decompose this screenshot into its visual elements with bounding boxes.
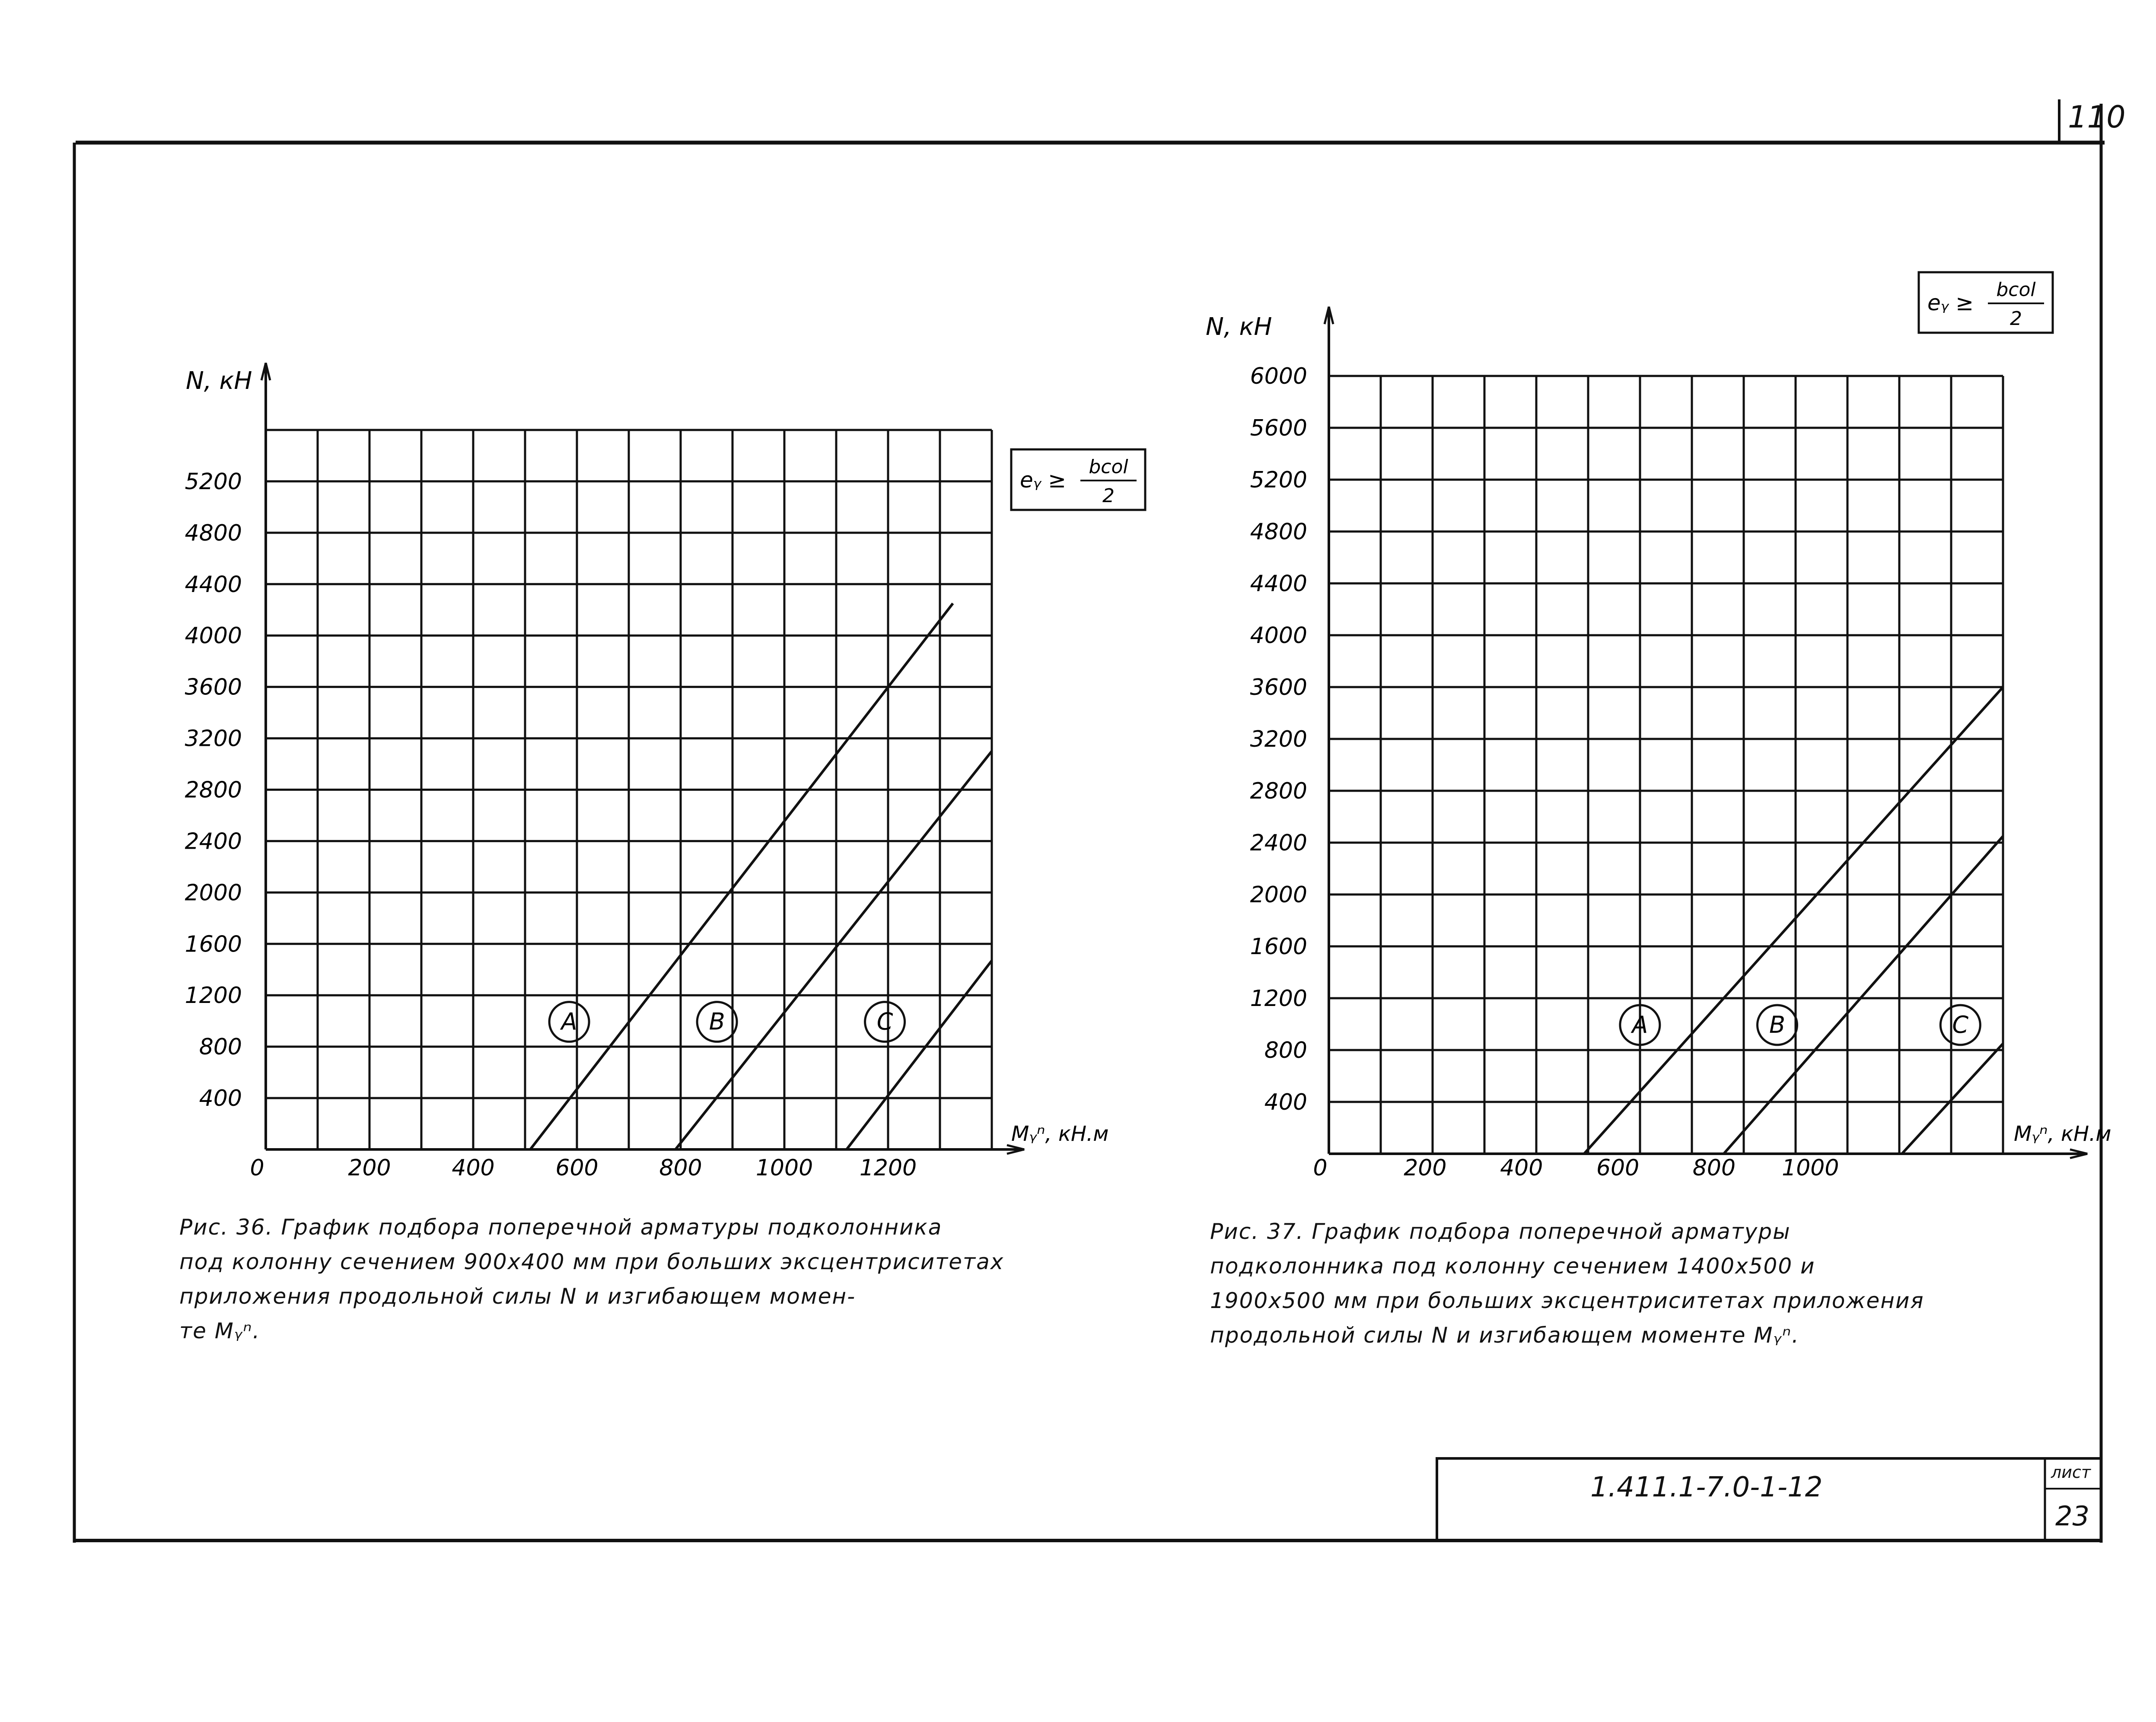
y-tick-label: 2800: [1250, 778, 1307, 804]
y-tick-label: 5600: [1250, 415, 1307, 441]
sheet-number: 23: [2055, 1500, 2089, 1532]
y-tick-label: 3200: [1250, 726, 1307, 752]
y-tick-label: 3600: [1250, 675, 1307, 700]
chart-fig37: [1206, 272, 2111, 1181]
y-tick-label: 4800: [185, 520, 242, 546]
series-label: C: [1952, 1011, 1969, 1038]
chart-fig36: [185, 363, 1145, 1181]
series-line-b: [675, 751, 992, 1149]
y-axis-label: N, кН: [186, 367, 252, 395]
x-tick-label: 200: [1404, 1155, 1447, 1181]
y-tick-label: 5200: [1250, 467, 1307, 493]
x-tick-label: 0: [1313, 1155, 1328, 1181]
caption-fig36: [179, 1210, 1186, 1348]
condition-numerator: bcol: [1996, 279, 2036, 301]
y-tick-label: 2000: [1250, 882, 1307, 908]
y-tick-label: 6000: [1250, 363, 1307, 389]
y-tick-label: 400: [1264, 1089, 1307, 1115]
condition-numerator: bcol: [1089, 456, 1128, 478]
x-axis-label: Mᵧⁿ, кН.м: [2014, 1122, 2111, 1146]
y-tick-label: 2400: [1250, 830, 1307, 856]
condition-denominator: 2: [2010, 308, 2022, 330]
x-tick-label: 200: [348, 1155, 391, 1181]
condition-lhs: eᵧ ≥: [1020, 468, 1067, 493]
y-tick-label: 3600: [185, 674, 242, 700]
caption-fig36-line: те Mᵧⁿ.: [179, 1318, 261, 1343]
series-line-a: [1584, 687, 2003, 1154]
x-tick-label: 600: [555, 1155, 599, 1181]
x-tick-label: 1000: [755, 1155, 813, 1181]
caption-fig37-line: Рис. 37. График подбора поперечной арматуры: [1210, 1219, 1791, 1244]
x-tick-label: 800: [1692, 1155, 1736, 1181]
caption-fig37-line: 1900x500 мм при больших эксцентриситетах приложения: [1210, 1288, 1924, 1313]
drawing-code: 1.411.1-7.0-1-12: [1590, 1471, 1823, 1503]
series-label: B: [709, 1008, 725, 1035]
x-tick-label: 400: [452, 1155, 495, 1181]
x-tick-label: 1000: [1782, 1155, 1839, 1181]
y-tick-label: 2000: [185, 880, 242, 906]
y-tick-label: 3200: [185, 726, 242, 752]
caption-fig36-line: Рис. 36. График подбора поперечной арматуры подколонника: [179, 1215, 943, 1240]
series-label: B: [1769, 1011, 1786, 1038]
x-tick-label: 600: [1596, 1155, 1640, 1181]
y-tick-label: 1600: [185, 931, 242, 958]
x-axis-label: Mᵧⁿ, кН.м: [1011, 1122, 1109, 1146]
x-tick-label: 0: [250, 1155, 264, 1181]
y-tick-label: 4000: [185, 623, 242, 649]
y-tick-label: 1200: [185, 983, 242, 1009]
y-tick-label: 2400: [185, 828, 242, 855]
y-tick-label: 4000: [1250, 623, 1307, 649]
series-label: A: [561, 1008, 577, 1035]
y-axis-label: N, кН: [1206, 313, 1272, 341]
y-tick-label: 1600: [1250, 934, 1307, 960]
y-tick-label: 2800: [185, 777, 242, 803]
x-tick-label: 400: [1500, 1155, 1543, 1181]
caption-fig37-line: продольной силы N и изгибающем моменте Mᵧⁿ.: [1210, 1323, 1800, 1348]
caption-fig37-line: подколонника под колонну сечением 1400x500 и: [1210, 1254, 1815, 1279]
x-tick-label: 1200: [859, 1155, 917, 1181]
y-tick-label: 5200: [185, 468, 242, 495]
x-tick-label: 800: [659, 1155, 702, 1181]
series-line-c: [1902, 1044, 2003, 1154]
series-line-b: [1724, 836, 2003, 1154]
caption-fig37: [1210, 1214, 2096, 1353]
page-number: 110: [2068, 99, 2126, 135]
y-tick-label: 1200: [1250, 986, 1307, 1012]
series-line-c: [847, 961, 992, 1149]
y-tick-label: 400: [199, 1085, 242, 1112]
y-tick-label: 4800: [1250, 519, 1307, 545]
series-label: C: [876, 1008, 893, 1035]
caption-fig36-line: приложения продольной силы N и изгибающем момен-: [179, 1284, 856, 1309]
series-label: A: [1632, 1011, 1648, 1038]
y-tick-label: 4400: [1250, 571, 1307, 597]
y-tick-label: 4400: [185, 571, 242, 598]
sheet-label: лист: [2051, 1463, 2091, 1482]
caption-fig36-line: под колонну сечением 900x400 мм при больших эксцентриситетах: [179, 1249, 1004, 1274]
y-tick-label: 800: [1264, 1038, 1307, 1063]
y-tick-label: 800: [199, 1034, 242, 1060]
condition-denominator: 2: [1102, 485, 1115, 507]
condition-lhs: eᵧ ≥: [1927, 290, 1974, 315]
